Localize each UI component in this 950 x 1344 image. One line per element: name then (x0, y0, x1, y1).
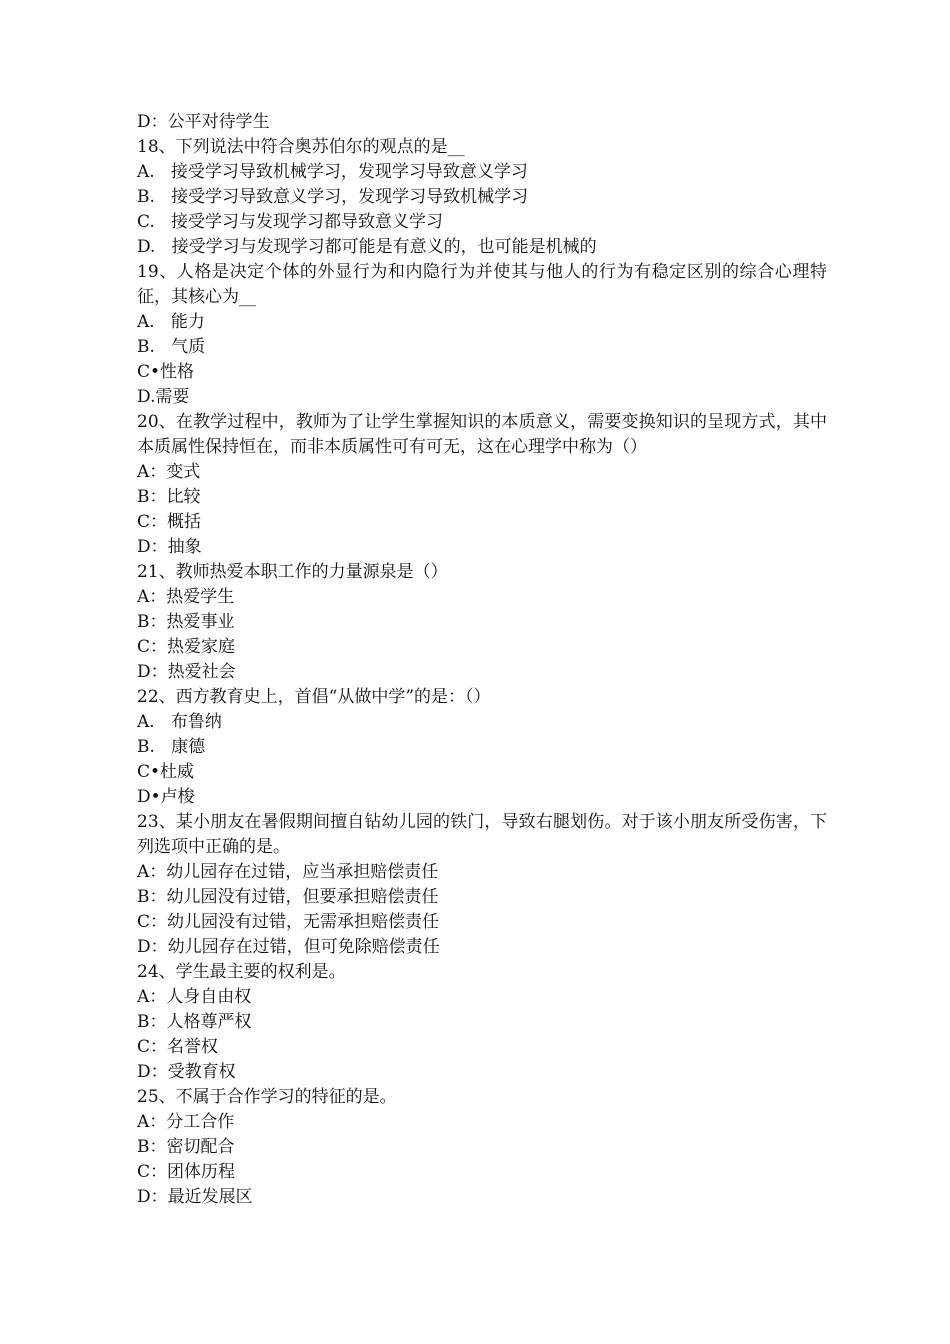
option-a-q19: A. 能力 (137, 312, 205, 332)
option-d-q22: D•卢梭 (137, 787, 195, 807)
option-c-q20: C：概括 (137, 512, 202, 532)
option-b-q24: B：人格尊严权 (137, 1012, 252, 1032)
option-b-q23: B：幼儿园没有过错，但要承担赔偿责任 (137, 887, 439, 907)
option-b-q21: B：热爱事业 (137, 612, 235, 632)
option-a-q25: A：分工合作 (137, 1112, 235, 1132)
option-c-q19: C•性格 (137, 362, 195, 382)
question-20: 20、在教学过程中，教师为了让学生掌握知识的本质意义，需要变换知识的呈现方式，其中本质属性保持恒在，而非本质属性可有可无，这在心理学中称为（） (137, 412, 827, 457)
option-b-q18: B. 接受学习导致意义学习，发现学习导致机械学习 (137, 187, 529, 207)
question-18: 18、下列说法中符合奥苏伯尔的观点的是__ (137, 137, 465, 157)
option-b-q22: B. 康德 (137, 737, 206, 757)
option-c-q24: C：名誉权 (137, 1037, 219, 1057)
option-c-q23: C：幼儿园没有过错，无需承担赔偿责任 (137, 912, 440, 932)
option-c-q22: C•杜威 (137, 762, 195, 782)
option-d-q25: D：最近发展区 (137, 1187, 253, 1207)
document-body (137, 110, 827, 1210)
option-c-q21: C：热爱家庭 (137, 637, 236, 657)
question-19: 19、人格是决定个体的外显行为和内隐行为并使其与他人的行为有稳定区别的综合心理特征，其核心为__ (137, 262, 827, 307)
option-a-q21: A：热爱学生 (137, 587, 235, 607)
option-d-q17: D：公平对待学生 (137, 112, 270, 132)
option-b-q20: B：比较 (137, 487, 201, 507)
option-b-q25: B：密切配合 (137, 1137, 235, 1157)
option-d-q24: D：受教育权 (137, 1062, 236, 1082)
question-24: 24、学生最主要的权利是。 (137, 962, 346, 982)
option-d-q18: D. 接受学习与发现学习都可能是有意义的，也可能是机械的 (137, 237, 597, 257)
option-b-q19: B. 气质 (137, 337, 206, 357)
option-a-q18: A. 接受学习导致机械学习，发现学习导致意义学习 (137, 162, 528, 182)
option-a-q22: A. 布鲁纳 (137, 712, 222, 732)
option-a-q20: A：变式 (137, 462, 201, 482)
option-d-q19: D.需要 (137, 387, 190, 407)
question-23: 23、某小朋友在暑假期间擅自钻幼儿园的铁门，导致右腿划伤。对于该小朋友所受伤害，下列选项中正确的是。 (137, 812, 827, 857)
question-22: 22、西方教育史上，首倡“从做中学”的是：（） (137, 687, 491, 707)
option-d-q21: D：热爱社会 (137, 662, 236, 682)
question-25: 25、不属于合作学习的特征的是。 (137, 1087, 397, 1107)
option-c-q18: C. 接受学习与发现学习都导致意义学习 (137, 212, 444, 232)
question-21: 21、教师热爱本职工作的力量源泉是（） (137, 562, 448, 582)
option-c-q25: C：团体历程 (137, 1162, 236, 1182)
option-a-q24: A：人身自由权 (137, 987, 252, 1007)
option-d-q23: D：幼儿园存在过错，但可免除赔偿责任 (137, 937, 440, 957)
option-d-q20: D：抽象 (137, 537, 202, 557)
option-a-q23: A：幼儿园存在过错，应当承担赔偿责任 (137, 862, 439, 882)
